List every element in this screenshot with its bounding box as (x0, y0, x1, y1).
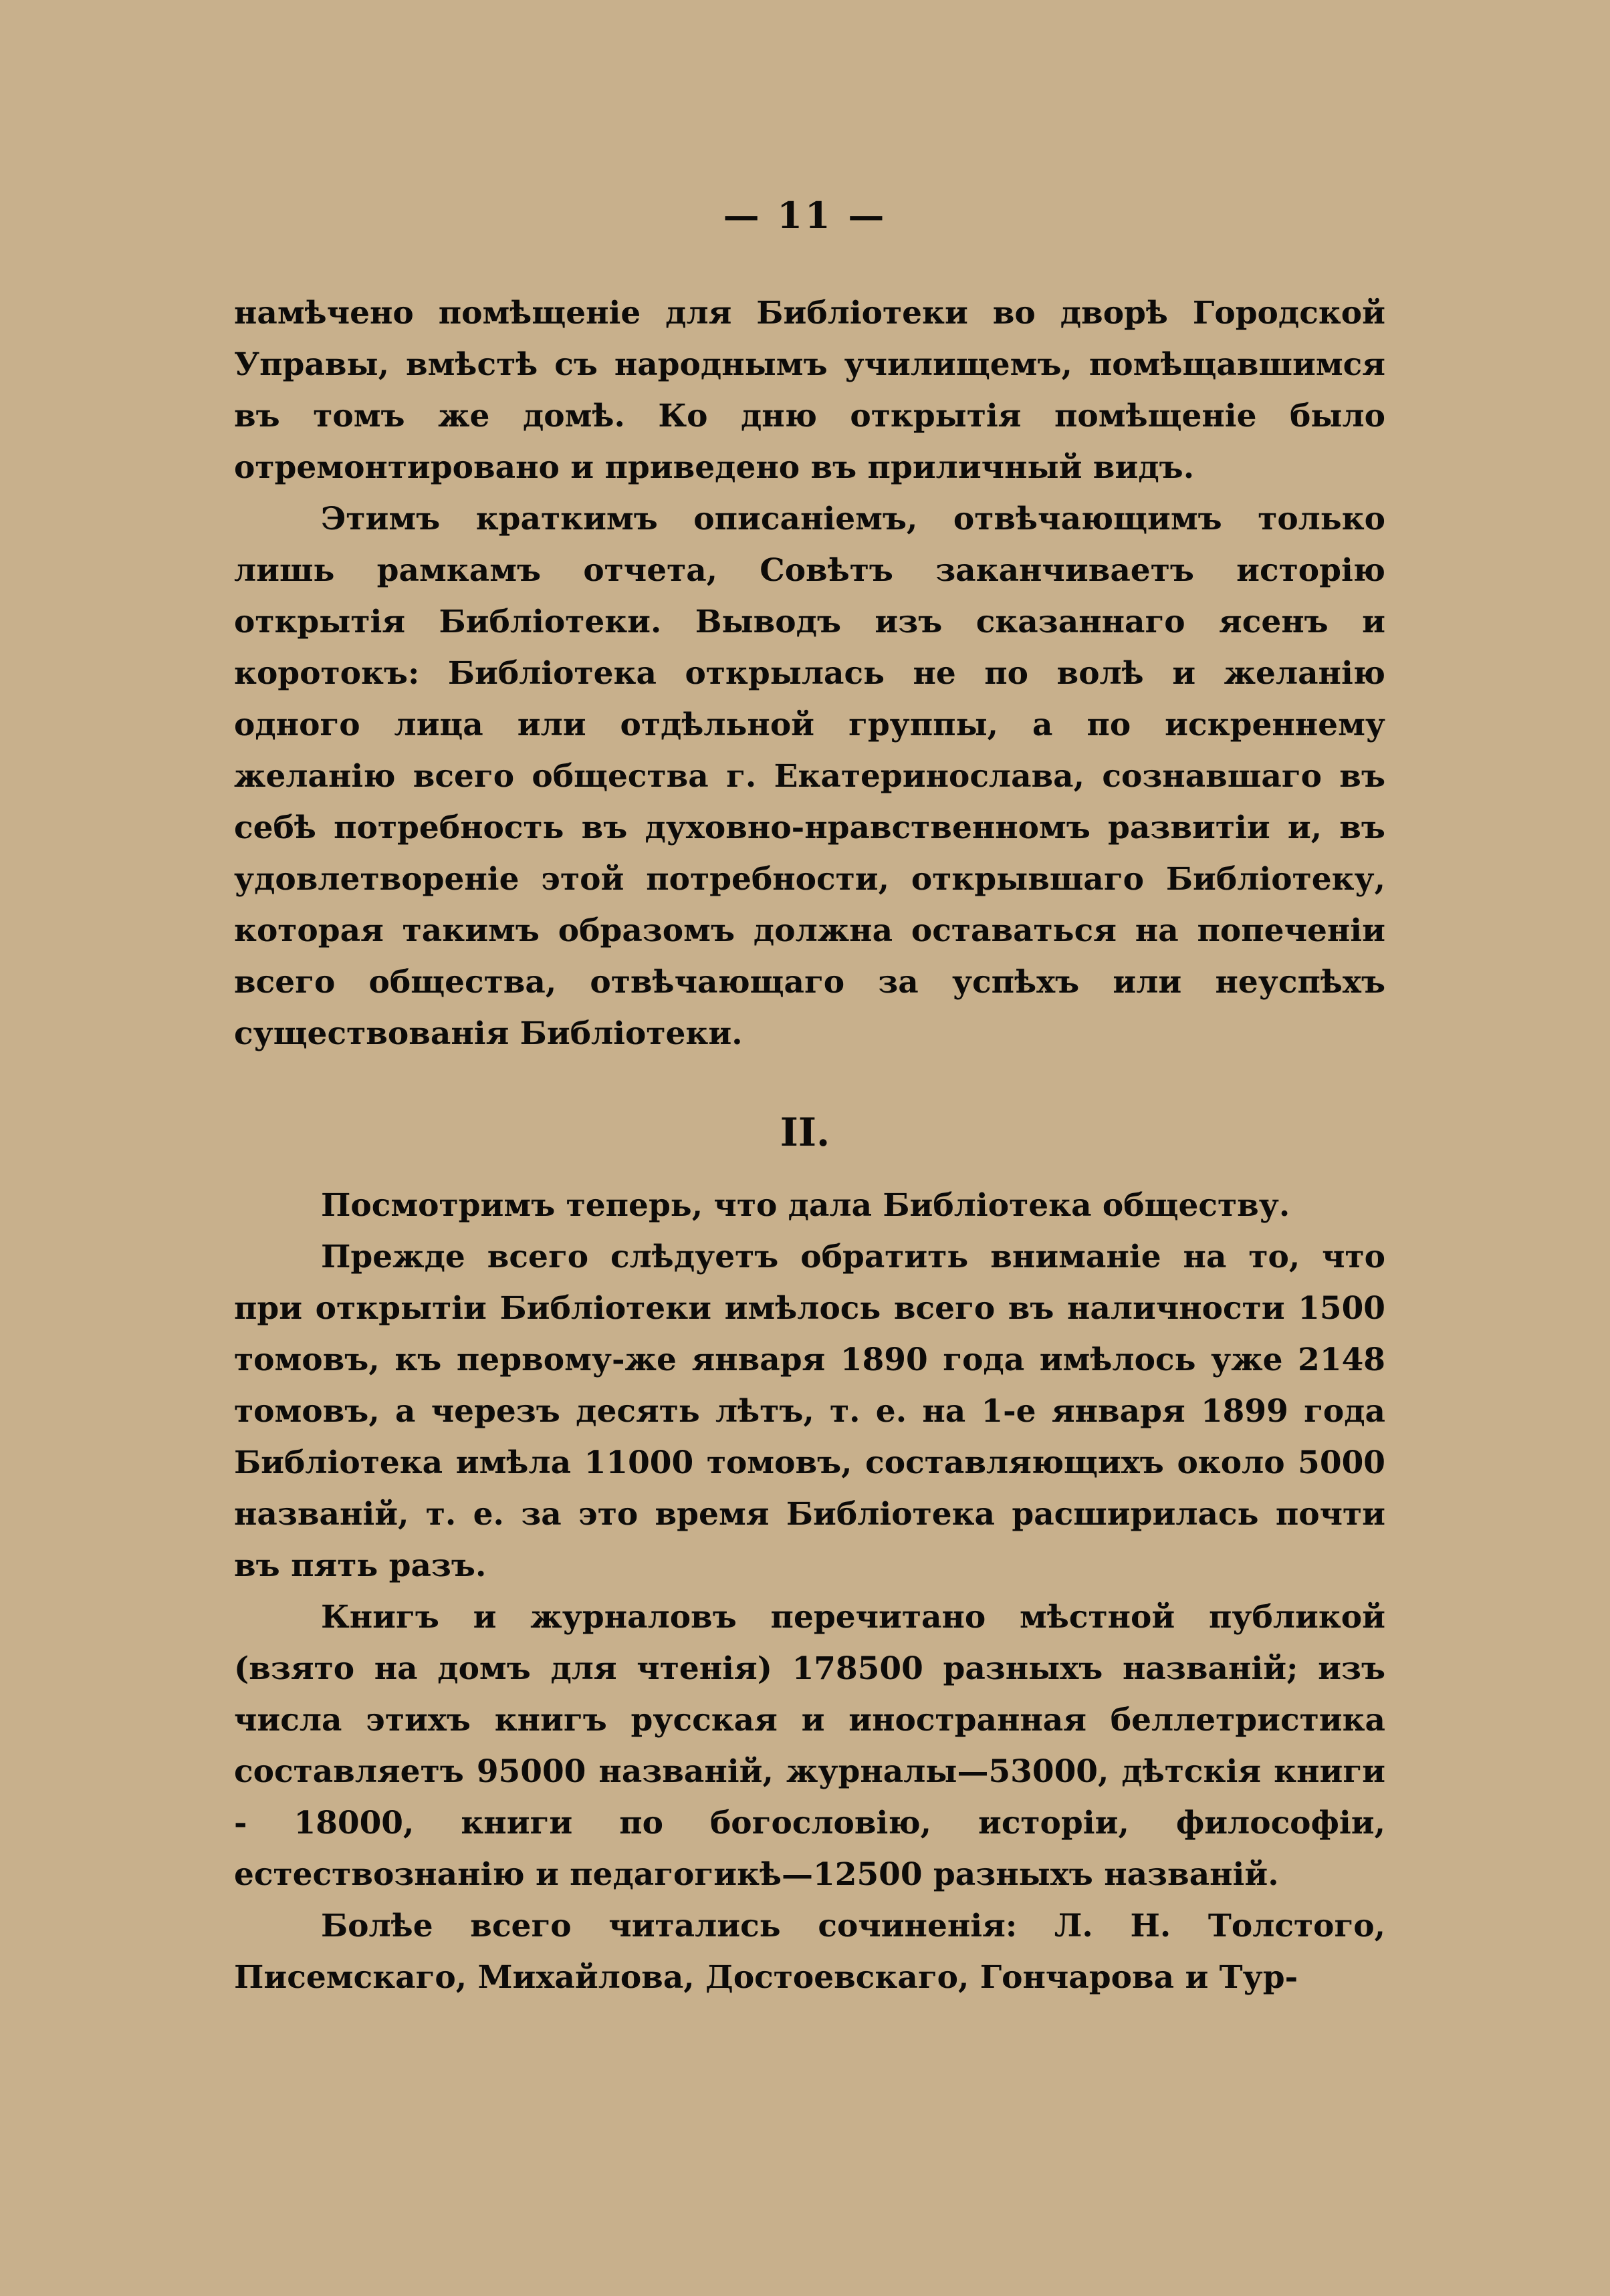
page-number: — 11 — (723, 194, 887, 237)
section-1-text (234, 287, 1385, 1059)
paragraph: намѣчено помѣщеніе для Библіотеки во дворѣ Городской Управы, вмѣстѣ съ народнымъ училищемъ, помѣщавшимся въ томъ же домѣ. Ко дню открытія помѣщеніе было отремонтировано и приведено въ приличный видъ. (234, 295, 1385, 486)
paragraph: Болѣе всего читались сочиненія: Л. Н. Толстого, Писемскаго, Михайлова, Достоевскаго, Гончарова и Тур- (234, 1908, 1385, 1996)
section-heading: II. (780, 1110, 830, 1155)
paragraph: Книгъ и журналовъ перечитано мѣстной публикой (взято на домъ для чтенія) 178500 разныхъ названій; изъ числа этихъ книгъ русская и иностранная беллетристика составляетъ 95000 названій, журналы—53000, дѣтскія книги - 18000, книги по богословію, исторіи, философіи, естествознанію и педагогикѣ—12500 разныхъ названій. (234, 1599, 1385, 1893)
section-2-text (234, 1180, 1385, 2003)
paragraph: Этимъ краткимъ описаніемъ, отвѣчающимъ только лишь рамкамъ отчета, Совѣтъ заканчиваетъ исторію открытія Библіотеки. Выводъ изъ сказаннаго ясенъ и коротокъ: Библіотека открылась не по волѣ и желанію одного лица или отдѣльной группы, а по искреннему желанію всего общества г. Екатеринослава, сознавшаго въ себѣ потребность въ духовно-нравственномъ развитіи и, въ удовлетвореніе этой потребности, открывшаго Библіотеку, которая такимъ образомъ должна оставаться на попеченіи всего общества, отвѣчающаго за успѣхъ или неуспѣхъ существованія Библіотеки. (234, 501, 1385, 1052)
paragraph: Посмотримъ теперь, что дала Библіотека обществу. (321, 1187, 1290, 1224)
paragraph: Прежде всего слѣдуетъ обратить вниманіе на то, что при открытіи Библіотеки имѣлось всего въ наличности 1500 томовъ, къ первому-же января 1890 года имѣлось уже 2148 томовъ, а черезъ десять лѣтъ, т. е. на 1-е января 1899 года Библіотека имѣла 11000 томовъ, составляющихъ около 5000 названій, т. е. за это время Библіотека расширилась почти въ пять разъ. (234, 1239, 1385, 1584)
